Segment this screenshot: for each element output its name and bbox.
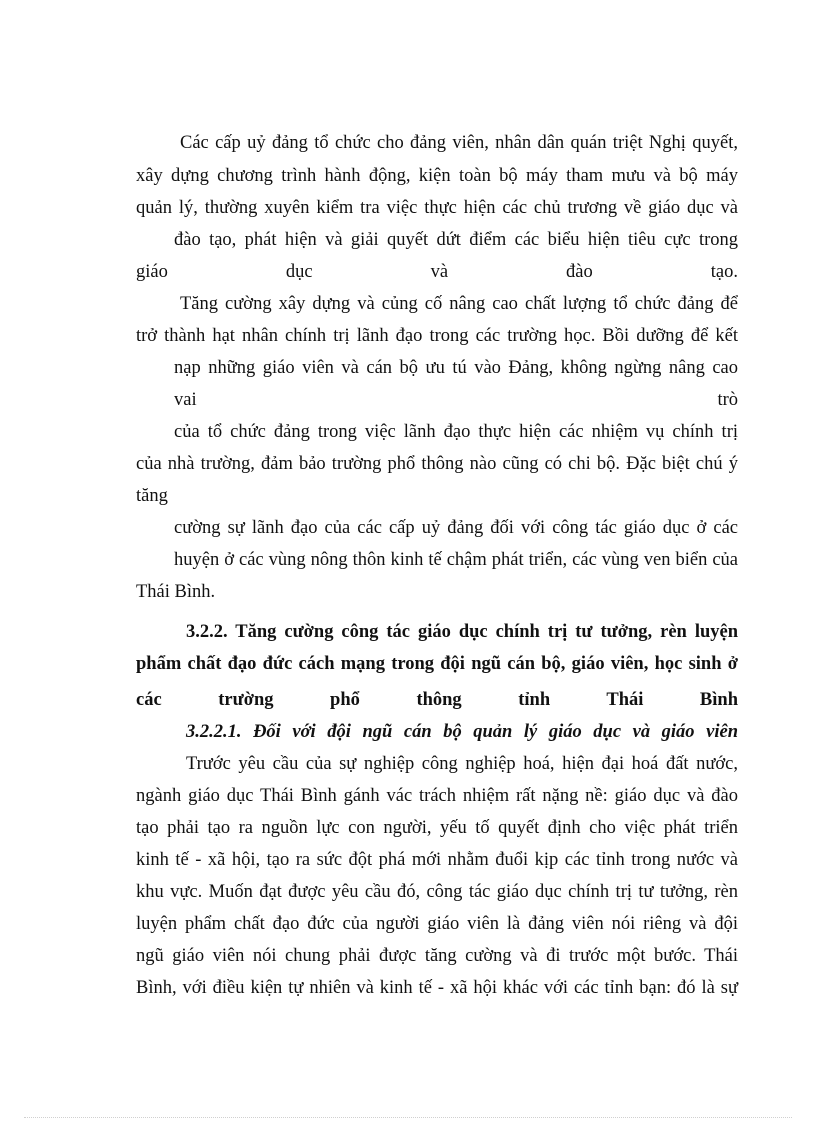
paragraph-line: xây dựng chương trình hành động, kiện toàn bộ máy tham mưu và bộ máy — [136, 166, 738, 186]
paragraph-line: nạp những giáo viên và cán bộ ưu tú vào Đảng, không ngừng nâng cao — [174, 358, 738, 378]
paragraph-line: Trước yêu cầu của sự nghiệp công nghiệp hoá, hiện đại hoá đất nước, — [186, 754, 738, 774]
section-heading: các trường phổ thông tỉnh Thái Bình — [136, 690, 738, 710]
paragraph-line: tạo phải tạo ra nguồn lực con người, yếu tố quyết định cho việc phát triển — [136, 818, 738, 838]
paragraph-line: Tăng cường xây dựng và củng cố nâng cao chất lượng tổ chức đảng để — [180, 294, 738, 314]
subsection-heading: 3.2.2.1. Đối với đội ngũ cán bộ quản lý giáo dục và giáo viên — [186, 722, 738, 742]
paragraph-line: kinh tế - xã hội, tạo ra sức đột phá mới nhằm đuổi kịp các tỉnh trong nước và — [136, 850, 738, 870]
paragraph-line: vai trò — [174, 390, 738, 410]
paragraph-line: của nhà trường, đảm bảo trường phổ thông nào cũng có chi bộ. Đặc biệt chú ý — [136, 454, 738, 474]
section-heading: 3.2.2. Tăng cường công tác giáo dục chính trị tư tưởng, rèn luyện — [186, 622, 738, 642]
paragraph-line: khu vực. Muốn đạt được yêu cầu đó, công tác giáo dục chính trị tư tưởng, rèn — [136, 882, 738, 902]
paragraph-line: Thái Bình. — [136, 582, 216, 602]
paragraph-line: Bình, với điều kiện tự nhiên và kinh tế - xã hội khác với các tỉnh bạn: đó là sự — [136, 978, 738, 998]
paragraph-line: tăng — [136, 486, 168, 506]
paragraph-line: giáo dục và đào tạo. — [136, 262, 738, 282]
paragraph-line: đào tạo, phát hiện và giải quyết dứt điểm các biểu hiện tiêu cực trong — [174, 230, 738, 250]
paragraph-line: của tổ chức đảng trong việc lãnh đạo thực hiện các nhiệm vụ chính trị — [174, 422, 738, 442]
paragraph-line: quản lý, thường xuyên kiểm tra việc thực hiện các chủ trương về giáo dục và — [136, 198, 738, 218]
paragraph-line: ngành giáo dục Thái Bình gánh vác trách nhiệm rất nặng nề: giáo dục và đào — [136, 786, 738, 806]
paragraph-line: cường sự lãnh đạo của các cấp uỷ đảng đối với công tác giáo dục ở các — [174, 518, 738, 538]
paragraph-line: ngũ giáo viên nói chung phải được tăng cường và đi trước một bước. Thái — [136, 946, 738, 966]
page-bottom-rule — [24, 1117, 792, 1118]
paragraph-line: luyện phẩm chất đạo đức của người giáo viên là đảng viên nói riêng và đội — [136, 914, 738, 934]
paragraph-line: Các cấp uỷ đảng tổ chức cho đảng viên, nhân dân quán triệt Nghị quyết, — [180, 133, 738, 153]
paragraph-line: trở thành hạt nhân chính trị lãnh đạo trong các trường học. Bồi dưỡng để kết — [136, 326, 738, 346]
paragraph-line: huyện ở các vùng nông thôn kinh tế chậm phát triển, các vùng ven biển của — [174, 550, 738, 570]
section-heading: phẩm chất đạo đức cách mạng trong đội ngũ cán bộ, giáo viên, học sinh ở — [136, 654, 738, 674]
